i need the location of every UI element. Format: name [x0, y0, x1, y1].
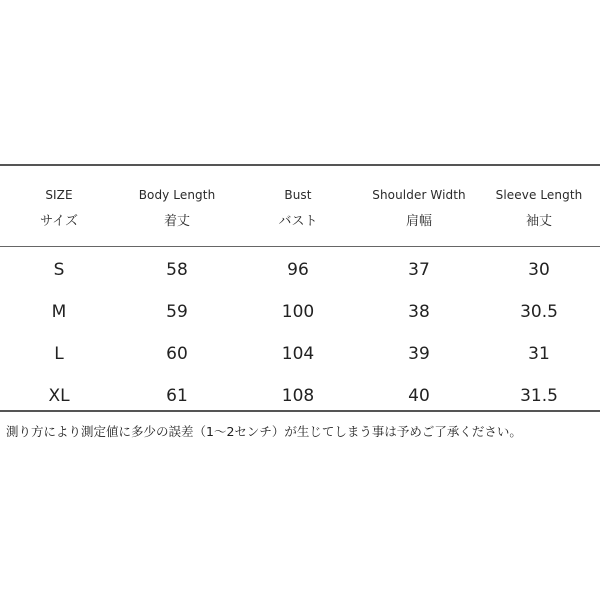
cell-bust: 108: [281, 386, 315, 406]
size-table: [0, 164, 600, 412]
header-size-en: SIZE: [45, 188, 73, 202]
table-header-row: [0, 164, 600, 246]
table-row-l: [0, 342, 600, 382]
cell-sleeve-length: 30.5: [520, 302, 558, 322]
cell-shoulder-width: 37: [408, 260, 430, 280]
table-bottom-rule: [0, 410, 600, 412]
header-size-ja: サイズ: [40, 214, 78, 229]
header-bust-en: Bust: [284, 188, 312, 202]
cell-size: S: [53, 260, 65, 280]
cell-size: M: [51, 302, 67, 322]
cell-sleeve-length: 31.5: [520, 386, 558, 406]
cell-shoulder-width: 38: [408, 302, 430, 322]
table-row-s: [0, 258, 600, 298]
cell-bust: 104: [281, 344, 315, 364]
header-sleeve-length-ja: 袖丈: [525, 214, 552, 229]
cell-shoulder-width: 39: [408, 344, 430, 364]
header-shoulder-width-en: Shoulder Width: [372, 188, 466, 202]
measurement-note: 測り方により測定値に多少の誤差（1〜2センチ）が生じてしまう事は予めご了承ください。: [6, 424, 522, 439]
cell-body-length: 58: [166, 260, 188, 280]
cell-body-length: 61: [166, 386, 188, 406]
cell-bust: 100: [281, 302, 315, 322]
cell-sleeve-length: 31: [528, 344, 550, 364]
header-shoulder-width-ja: 肩幅: [405, 214, 432, 229]
cell-shoulder-width: 40: [408, 386, 430, 406]
table-row-xl: [0, 384, 600, 424]
header-body-length-ja: 着丈: [163, 214, 190, 229]
header-bust-ja: バスト: [278, 214, 318, 229]
cell-body-length: 60: [166, 344, 188, 364]
header-sleeve-length-en: Sleeve Length: [495, 188, 583, 202]
table-header-divider: [0, 246, 600, 247]
header-body-length-en: Body Length: [138, 188, 216, 202]
cell-size: XL: [48, 386, 70, 406]
cell-sleeve-length: 30: [528, 260, 550, 280]
cell-body-length: 59: [166, 302, 188, 322]
cell-bust: 96: [287, 260, 309, 280]
table-row-m: [0, 300, 600, 340]
cell-size: L: [54, 344, 64, 364]
